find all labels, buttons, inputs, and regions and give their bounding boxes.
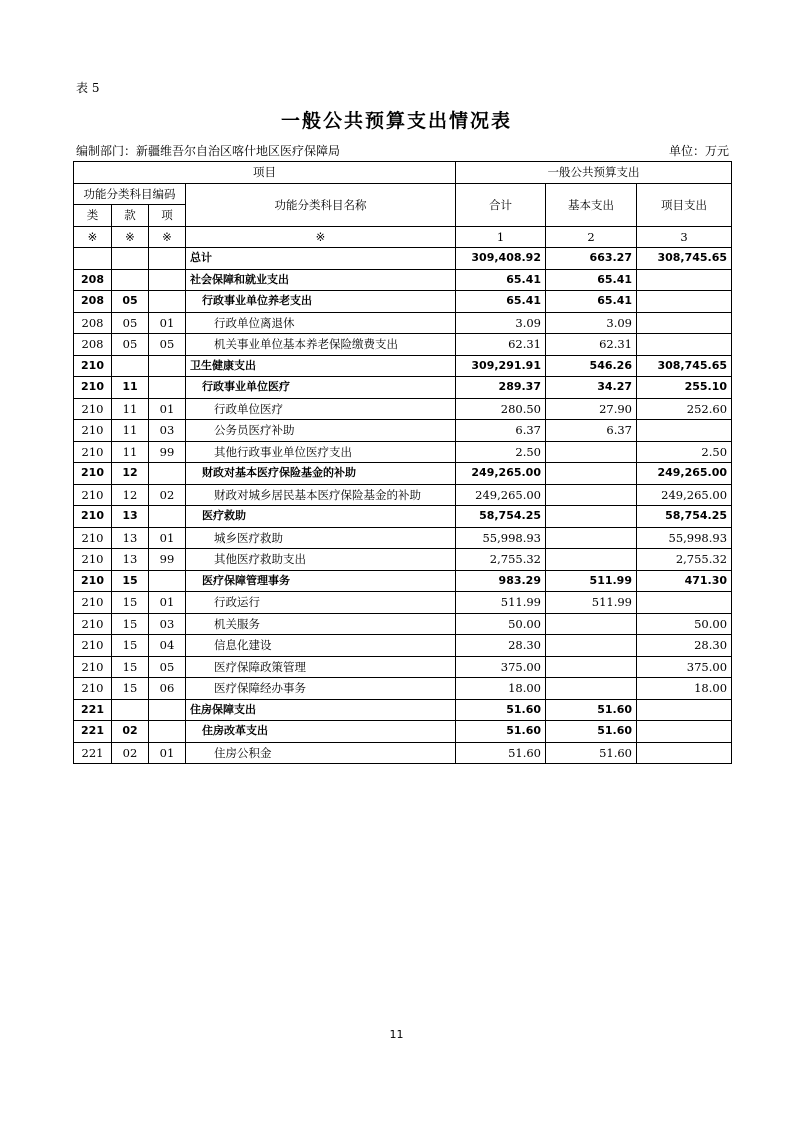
code-xiang-cell: 05	[149, 334, 186, 356]
code-xiang-cell: 99	[149, 549, 186, 571]
code-kuan-cell	[112, 355, 149, 377]
table-number: 表 5	[76, 81, 100, 95]
code-xiang-cell	[149, 463, 186, 485]
project-cell: 58,754.25	[637, 506, 732, 528]
code-xiang-cell	[149, 699, 186, 721]
code-lei-cell: 210	[74, 678, 112, 700]
code-lei-cell: 210	[74, 441, 112, 463]
table-row	[74, 420, 732, 442]
code-lei-cell	[74, 248, 112, 270]
code-xiang-cell	[149, 355, 186, 377]
total-cell: 6.37	[456, 420, 546, 442]
code-xiang-cell: 04	[149, 635, 186, 657]
table-row	[74, 248, 732, 270]
basic-cell	[546, 441, 637, 463]
table-row	[74, 398, 732, 420]
basic-cell: 65.41	[546, 269, 637, 291]
table-row	[74, 269, 732, 291]
total-cell: 289.37	[456, 377, 546, 399]
code-lei-cell: 210	[74, 570, 112, 592]
project-cell: 2.50	[637, 441, 732, 463]
total-cell: 983.29	[456, 570, 546, 592]
item-name-cell: 机关服务	[186, 613, 456, 635]
basic-cell	[546, 506, 637, 528]
total-cell: 3.09	[456, 312, 546, 334]
code-xiang-cell: 01	[149, 398, 186, 420]
item-name-cell: 行政运行	[186, 592, 456, 614]
project-cell	[637, 312, 732, 334]
project-cell	[637, 721, 732, 743]
code-kuan-cell: 11	[112, 420, 149, 442]
table-row	[74, 334, 732, 356]
code-lei-cell: 210	[74, 398, 112, 420]
table-row	[74, 506, 732, 528]
total-cell: 375.00	[456, 656, 546, 678]
code-lei-cell: 221	[74, 721, 112, 743]
header-total: 合计	[456, 183, 546, 226]
item-name-cell: 其他行政事业单位医疗支出	[186, 441, 456, 463]
code-kuan-cell: 02	[112, 721, 149, 743]
code-xiang-cell: 03	[149, 420, 186, 442]
header-row	[74, 183, 732, 205]
total-cell: 51.60	[456, 699, 546, 721]
table-row	[74, 377, 732, 399]
header-col-number: 2	[546, 226, 637, 248]
code-lei-cell: 210	[74, 506, 112, 528]
basic-cell: 51.60	[546, 721, 637, 743]
header-project: 项目支出	[637, 183, 732, 226]
code-lei-cell: 221	[74, 699, 112, 721]
code-lei-cell: 208	[74, 312, 112, 334]
table-row	[74, 613, 732, 635]
project-cell: 252.60	[637, 398, 732, 420]
project-cell: 249,265.00	[637, 463, 732, 485]
table-row	[74, 527, 732, 549]
project-cell	[637, 291, 732, 313]
project-cell: 18.00	[637, 678, 732, 700]
item-name-cell: 医疗保障经办事务	[186, 678, 456, 700]
item-name-cell: 行政单位医疗	[186, 398, 456, 420]
table-row	[74, 484, 732, 506]
code-kuan-cell: 15	[112, 613, 149, 635]
basic-cell	[546, 656, 637, 678]
department-label: 编制部门：新疆维吾尔自治区喀什地区医疗保障局	[76, 144, 341, 158]
item-name-cell: 公务员医疗补助	[186, 420, 456, 442]
code-xiang-cell: 01	[149, 592, 186, 614]
basic-cell: 3.09	[546, 312, 637, 334]
table-row	[74, 463, 732, 485]
item-name-cell: 财政对基本医疗保险基金的补助	[186, 463, 456, 485]
code-lei-cell: 221	[74, 742, 112, 764]
header-kuan: 款	[112, 205, 149, 227]
header-row	[74, 226, 732, 248]
table-row	[74, 312, 732, 334]
code-xiang-cell	[149, 269, 186, 291]
table-row	[74, 291, 732, 313]
project-cell	[637, 742, 732, 764]
basic-cell	[546, 527, 637, 549]
table-row	[74, 592, 732, 614]
basic-cell: 6.37	[546, 420, 637, 442]
header-budget: 一般公共预算支出	[456, 162, 732, 184]
code-lei-cell: 210	[74, 527, 112, 549]
budget-table	[73, 161, 732, 764]
code-xiang-cell: 99	[149, 441, 186, 463]
total-cell: 309,408.92	[456, 248, 546, 270]
code-lei-cell: 208	[74, 269, 112, 291]
code-kuan-cell: 15	[112, 592, 149, 614]
basic-cell: 34.27	[546, 377, 637, 399]
code-xiang-cell: 03	[149, 613, 186, 635]
project-cell: 375.00	[637, 656, 732, 678]
item-name-cell: 行政事业单位养老支出	[186, 291, 456, 313]
table-row	[74, 549, 732, 571]
basic-cell	[546, 635, 637, 657]
code-lei-cell: 210	[74, 420, 112, 442]
code-lei-cell: 210	[74, 549, 112, 571]
project-cell: 50.00	[637, 613, 732, 635]
header-mark: ※	[74, 226, 112, 248]
code-kuan-cell: 12	[112, 484, 149, 506]
project-cell: 308,745.65	[637, 355, 732, 377]
code-xiang-cell	[149, 506, 186, 528]
code-xiang-cell	[149, 248, 186, 270]
item-name-cell: 信息化建设	[186, 635, 456, 657]
basic-cell	[546, 613, 637, 635]
code-kuan-cell: 13	[112, 527, 149, 549]
header-col-number: 1	[456, 226, 546, 248]
table-row	[74, 635, 732, 657]
total-cell: 51.60	[456, 721, 546, 743]
basic-cell: 546.26	[546, 355, 637, 377]
code-xiang-cell	[149, 377, 186, 399]
header-mark: ※	[186, 226, 456, 248]
code-kuan-cell: 13	[112, 549, 149, 571]
total-cell: 50.00	[456, 613, 546, 635]
code-lei-cell: 210	[74, 463, 112, 485]
code-lei-cell: 210	[74, 656, 112, 678]
item-name-cell: 社会保障和就业支出	[186, 269, 456, 291]
code-kuan-cell: 11	[112, 398, 149, 420]
project-cell: 471.30	[637, 570, 732, 592]
total-cell: 65.41	[456, 269, 546, 291]
code-xiang-cell: 02	[149, 484, 186, 506]
code-kuan-cell	[112, 699, 149, 721]
basic-cell: 62.31	[546, 334, 637, 356]
total-cell: 280.50	[456, 398, 546, 420]
code-xiang-cell	[149, 721, 186, 743]
code-kuan-cell	[112, 269, 149, 291]
total-cell: 58,754.25	[456, 506, 546, 528]
item-name-cell: 总计	[186, 248, 456, 270]
table-row	[74, 742, 732, 764]
basic-cell	[546, 463, 637, 485]
code-kuan-cell: 11	[112, 377, 149, 399]
item-name-cell: 医疗救助	[186, 506, 456, 528]
total-cell: 2,755.32	[456, 549, 546, 571]
code-kuan-cell: 05	[112, 291, 149, 313]
item-name-cell: 行政单位离退休	[186, 312, 456, 334]
total-cell: 511.99	[456, 592, 546, 614]
code-xiang-cell: 01	[149, 742, 186, 764]
total-cell: 249,265.00	[456, 463, 546, 485]
basic-cell: 27.90	[546, 398, 637, 420]
total-cell: 65.41	[456, 291, 546, 313]
code-kuan-cell: 11	[112, 441, 149, 463]
code-kuan-cell: 02	[112, 742, 149, 764]
table-row	[74, 355, 732, 377]
project-cell: 249,265.00	[637, 484, 732, 506]
header-basic: 基本支出	[546, 183, 637, 226]
code-kuan-cell	[112, 248, 149, 270]
basic-cell	[546, 678, 637, 700]
basic-cell: 511.99	[546, 592, 637, 614]
code-xiang-cell	[149, 570, 186, 592]
item-name-cell: 财政对城乡居民基本医疗保险基金的补助	[186, 484, 456, 506]
project-cell	[637, 592, 732, 614]
code-xiang-cell	[149, 291, 186, 313]
table-row	[74, 441, 732, 463]
unit-label: 单位：万元	[668, 144, 729, 158]
item-name-cell: 机关事业单位基本养老保险缴费支出	[186, 334, 456, 356]
total-cell: 2.50	[456, 441, 546, 463]
project-cell	[637, 269, 732, 291]
code-lei-cell: 210	[74, 377, 112, 399]
basic-cell: 511.99	[546, 570, 637, 592]
code-kuan-cell: 13	[112, 506, 149, 528]
code-kuan-cell: 15	[112, 635, 149, 657]
total-cell: 18.00	[456, 678, 546, 700]
total-cell: 51.60	[456, 742, 546, 764]
item-name-cell: 医疗保障管理事务	[186, 570, 456, 592]
item-name-cell: 城乡医疗救助	[186, 527, 456, 549]
item-name-cell: 住房公积金	[186, 742, 456, 764]
code-kuan-cell: 15	[112, 656, 149, 678]
code-kuan-cell: 12	[112, 463, 149, 485]
page-title: 一般公共预算支出情况表	[280, 110, 512, 132]
basic-cell: 65.41	[546, 291, 637, 313]
header-col-number: 3	[637, 226, 732, 248]
header-item: 项目	[74, 162, 456, 184]
code-lei-cell: 210	[74, 635, 112, 657]
basic-cell: 663.27	[546, 248, 637, 270]
project-cell: 255.10	[637, 377, 732, 399]
header-mark: ※	[149, 226, 186, 248]
project-cell: 55,998.93	[637, 527, 732, 549]
code-xiang-cell: 01	[149, 312, 186, 334]
header-func-name: 功能分类科目名称	[186, 183, 456, 226]
code-xiang-cell: 06	[149, 678, 186, 700]
basic-cell	[546, 549, 637, 571]
code-lei-cell: 210	[74, 484, 112, 506]
code-kuan-cell: 05	[112, 334, 149, 356]
header-mark: ※	[112, 226, 149, 248]
basic-cell: 51.60	[546, 742, 637, 764]
project-cell	[637, 420, 732, 442]
header-row	[74, 162, 732, 184]
table-row	[74, 656, 732, 678]
code-kuan-cell: 15	[112, 678, 149, 700]
code-kuan-cell: 15	[112, 570, 149, 592]
item-name-cell: 卫生健康支出	[186, 355, 456, 377]
total-cell: 62.31	[456, 334, 546, 356]
code-lei-cell: 210	[74, 592, 112, 614]
page-number: 11	[389, 1028, 404, 1041]
total-cell: 309,291.91	[456, 355, 546, 377]
project-cell	[637, 699, 732, 721]
total-cell: 249,265.00	[456, 484, 546, 506]
basic-cell	[546, 484, 637, 506]
code-lei-cell: 208	[74, 334, 112, 356]
code-xiang-cell: 01	[149, 527, 186, 549]
item-name-cell: 行政事业单位医疗	[186, 377, 456, 399]
table-row	[74, 570, 732, 592]
code-kuan-cell: 05	[112, 312, 149, 334]
code-lei-cell: 210	[74, 355, 112, 377]
header-lei: 类	[74, 205, 112, 227]
item-name-cell: 住房保障支出	[186, 699, 456, 721]
table-row	[74, 699, 732, 721]
code-lei-cell: 208	[74, 291, 112, 313]
item-name-cell: 医疗保障政策管理	[186, 656, 456, 678]
project-cell: 2,755.32	[637, 549, 732, 571]
project-cell	[637, 334, 732, 356]
total-cell: 28.30	[456, 635, 546, 657]
total-cell: 55,998.93	[456, 527, 546, 549]
header-xiang: 项	[149, 205, 186, 227]
table-row	[74, 678, 732, 700]
project-cell: 28.30	[637, 635, 732, 657]
project-cell: 308,745.65	[637, 248, 732, 270]
basic-cell: 51.60	[546, 699, 637, 721]
item-name-cell: 住房改革支出	[186, 721, 456, 743]
table-row	[74, 721, 732, 743]
item-name-cell: 其他医疗救助支出	[186, 549, 456, 571]
code-xiang-cell: 05	[149, 656, 186, 678]
code-lei-cell: 210	[74, 613, 112, 635]
header-func-code: 功能分类科目编码	[74, 183, 186, 205]
